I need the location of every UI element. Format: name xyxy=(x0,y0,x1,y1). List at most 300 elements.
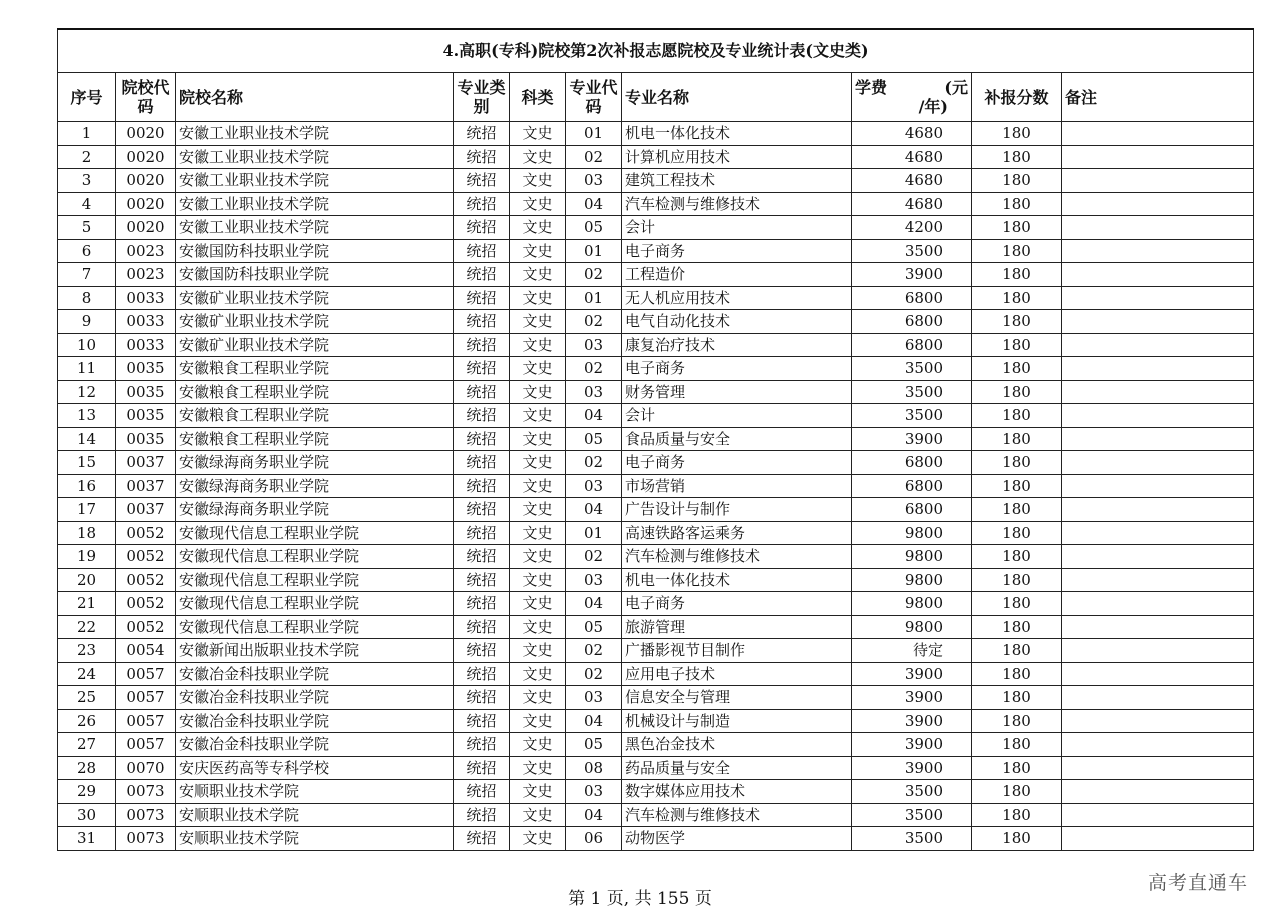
table-row xyxy=(58,263,1254,287)
cell-major-code: 01 xyxy=(566,521,622,545)
cell-note xyxy=(1062,545,1254,569)
cell-major-type: 统招 xyxy=(454,615,510,639)
cell-school-code: 0020 xyxy=(116,169,176,193)
cell-note xyxy=(1062,498,1254,522)
header-school-name: 院校名称 xyxy=(176,73,454,122)
cell-major-code: 03 xyxy=(566,333,622,357)
cell-major-name: 汽车检测与维修技术 xyxy=(622,545,852,569)
cell-major-type: 统招 xyxy=(454,286,510,310)
table-row xyxy=(58,545,1254,569)
cell-major-type: 统招 xyxy=(454,333,510,357)
cell-score: 180 xyxy=(972,404,1062,428)
cell-school-code: 0052 xyxy=(116,545,176,569)
cell-school-name: 安徽粮食工程职业学院 xyxy=(176,357,454,381)
header-fee xyxy=(852,73,972,122)
table-row xyxy=(58,145,1254,169)
cell-fee: 3500 xyxy=(852,803,972,827)
cell-school-code: 0037 xyxy=(116,451,176,475)
cell-seq: 22 xyxy=(58,615,116,639)
cell-seq: 29 xyxy=(58,780,116,804)
cell-score: 180 xyxy=(972,145,1062,169)
cell-subject: 文史 xyxy=(510,310,566,334)
cell-school-name: 安徽工业职业技术学院 xyxy=(176,216,454,240)
cell-major-name: 广播影视节目制作 xyxy=(622,639,852,663)
cell-major-name: 工程造价 xyxy=(622,263,852,287)
cell-major-name: 建筑工程技术 xyxy=(622,169,852,193)
cell-major-type: 统招 xyxy=(454,380,510,404)
cell-school-name: 安徽矿业职业技术学院 xyxy=(176,333,454,357)
cell-school-name: 安徽工业职业技术学院 xyxy=(176,122,454,146)
cell-major-type: 统招 xyxy=(454,521,510,545)
cell-score: 180 xyxy=(972,592,1062,616)
cell-score: 180 xyxy=(972,474,1062,498)
cell-fee: 6800 xyxy=(852,451,972,475)
cell-score: 180 xyxy=(972,803,1062,827)
cell-major-code: 04 xyxy=(566,803,622,827)
cell-school-name: 安徽冶金科技职业学院 xyxy=(176,733,454,757)
cell-major-type: 统招 xyxy=(454,568,510,592)
cell-school-name: 安徽现代信息工程职业学院 xyxy=(176,615,454,639)
cell-school-code: 0073 xyxy=(116,803,176,827)
cell-major-code: 04 xyxy=(566,709,622,733)
cell-school-name: 安徽粮食工程职业学院 xyxy=(176,404,454,428)
table-row xyxy=(58,615,1254,639)
cell-major-name: 信息安全与管理 xyxy=(622,686,852,710)
cell-seq: 2 xyxy=(58,145,116,169)
cell-school-code: 0035 xyxy=(116,427,176,451)
cell-school-name: 安徽粮食工程职业学院 xyxy=(176,427,454,451)
cell-major-code: 02 xyxy=(566,451,622,475)
cell-score: 180 xyxy=(972,357,1062,381)
cell-seq: 8 xyxy=(58,286,116,310)
cell-fee: 9800 xyxy=(852,592,972,616)
cell-fee: 6800 xyxy=(852,498,972,522)
cell-seq: 9 xyxy=(58,310,116,334)
cell-major-name: 食品质量与安全 xyxy=(622,427,852,451)
cell-score: 180 xyxy=(972,216,1062,240)
cell-subject: 文史 xyxy=(510,122,566,146)
cell-subject: 文史 xyxy=(510,145,566,169)
cell-subject: 文史 xyxy=(510,756,566,780)
cell-seq: 18 xyxy=(58,521,116,545)
cell-school-code: 0057 xyxy=(116,733,176,757)
cell-major-name: 财务管理 xyxy=(622,380,852,404)
cell-seq: 28 xyxy=(58,756,116,780)
cell-school-name: 安徽绿海商务职业学院 xyxy=(176,451,454,475)
cell-school-code: 0073 xyxy=(116,827,176,851)
cell-major-type: 统招 xyxy=(454,592,510,616)
cell-note xyxy=(1062,404,1254,428)
cell-major-type: 统招 xyxy=(454,263,510,287)
cell-note xyxy=(1062,639,1254,663)
cell-seq: 25 xyxy=(58,686,116,710)
cell-major-name: 应用电子技术 xyxy=(622,662,852,686)
table-row xyxy=(58,521,1254,545)
table-row xyxy=(58,451,1254,475)
table-row xyxy=(58,474,1254,498)
cell-fee: 4200 xyxy=(852,216,972,240)
cell-major-name: 会计 xyxy=(622,216,852,240)
cell-major-name: 汽车检测与维修技术 xyxy=(622,192,852,216)
cell-note xyxy=(1062,380,1254,404)
cell-major-name: 无人机应用技术 xyxy=(622,286,852,310)
cell-score: 180 xyxy=(972,333,1062,357)
cell-major-name: 市场营销 xyxy=(622,474,852,498)
cell-major-type: 统招 xyxy=(454,310,510,334)
cell-major-type: 统招 xyxy=(454,404,510,428)
cell-major-name: 电子商务 xyxy=(622,592,852,616)
cell-fee: 3900 xyxy=(852,662,972,686)
cell-school-code: 0057 xyxy=(116,686,176,710)
cell-note xyxy=(1062,239,1254,263)
cell-subject: 文史 xyxy=(510,357,566,381)
cell-major-type: 统招 xyxy=(454,498,510,522)
cell-fee: 3900 xyxy=(852,709,972,733)
cell-school-code: 0052 xyxy=(116,615,176,639)
cell-seq: 31 xyxy=(58,827,116,851)
cell-major-name: 黑色冶金技术 xyxy=(622,733,852,757)
cell-score: 180 xyxy=(972,239,1062,263)
cell-note xyxy=(1062,192,1254,216)
cell-major-name: 高速铁路客运乘务 xyxy=(622,521,852,545)
cell-school-code: 0033 xyxy=(116,333,176,357)
cell-note xyxy=(1062,756,1254,780)
cell-subject: 文史 xyxy=(510,333,566,357)
cell-major-code: 06 xyxy=(566,827,622,851)
cell-score: 180 xyxy=(972,827,1062,851)
cell-note xyxy=(1062,592,1254,616)
cell-subject: 文史 xyxy=(510,498,566,522)
cell-fee: 4680 xyxy=(852,122,972,146)
cell-school-code: 0052 xyxy=(116,568,176,592)
table-row xyxy=(58,733,1254,757)
cell-subject: 文史 xyxy=(510,827,566,851)
table-row xyxy=(58,756,1254,780)
cell-school-code: 0070 xyxy=(116,756,176,780)
cell-major-type: 统招 xyxy=(454,733,510,757)
cell-fee: 待定 xyxy=(852,639,972,663)
cell-subject: 文史 xyxy=(510,803,566,827)
cell-school-code: 0020 xyxy=(116,192,176,216)
cell-major-type: 统招 xyxy=(454,803,510,827)
cell-school-code: 0035 xyxy=(116,357,176,381)
cell-seq: 6 xyxy=(58,239,116,263)
cell-fee: 9800 xyxy=(852,568,972,592)
cell-seq: 1 xyxy=(58,122,116,146)
cell-score: 180 xyxy=(972,639,1062,663)
cell-major-name: 电子商务 xyxy=(622,451,852,475)
header-seq: 序号 xyxy=(58,73,116,122)
cell-note xyxy=(1062,263,1254,287)
cell-score: 180 xyxy=(972,310,1062,334)
cell-major-type: 统招 xyxy=(454,686,510,710)
cell-major-code: 02 xyxy=(566,662,622,686)
cell-major-code: 04 xyxy=(566,498,622,522)
cell-major-name: 动物医学 xyxy=(622,827,852,851)
cell-school-name: 安徽现代信息工程职业学院 xyxy=(176,568,454,592)
cell-subject: 文史 xyxy=(510,263,566,287)
cell-major-code: 02 xyxy=(566,545,622,569)
cell-major-name: 计算机应用技术 xyxy=(622,145,852,169)
cell-note xyxy=(1062,733,1254,757)
cell-major-code: 01 xyxy=(566,122,622,146)
table-row xyxy=(58,803,1254,827)
header-fee-unit: /年) xyxy=(918,97,948,116)
cell-fee: 3900 xyxy=(852,686,972,710)
cell-note xyxy=(1062,451,1254,475)
cell-fee: 4680 xyxy=(852,169,972,193)
cell-school-code: 0020 xyxy=(116,145,176,169)
cell-fee: 4680 xyxy=(852,145,972,169)
cell-seq: 21 xyxy=(58,592,116,616)
cell-subject: 文史 xyxy=(510,286,566,310)
cell-score: 180 xyxy=(972,709,1062,733)
page-footer: 第 1 页, 共 155 页 xyxy=(568,889,712,909)
cell-note xyxy=(1062,122,1254,146)
cell-school-code: 0020 xyxy=(116,122,176,146)
header-note: 备注 xyxy=(1062,73,1254,122)
table-row xyxy=(58,357,1254,381)
table-title: 4.高职(专科)院校第2次补报志愿院校及专业统计表(文史类) xyxy=(58,29,1254,73)
cell-school-code: 0023 xyxy=(116,263,176,287)
cell-note xyxy=(1062,310,1254,334)
table-row xyxy=(58,333,1254,357)
cell-major-code: 05 xyxy=(566,427,622,451)
cell-note xyxy=(1062,216,1254,240)
cell-note xyxy=(1062,357,1254,381)
cell-fee: 3500 xyxy=(852,404,972,428)
cell-score: 180 xyxy=(972,169,1062,193)
cell-fee: 3500 xyxy=(852,827,972,851)
cell-note xyxy=(1062,521,1254,545)
cell-note xyxy=(1062,427,1254,451)
cell-subject: 文史 xyxy=(510,521,566,545)
cell-note xyxy=(1062,169,1254,193)
cell-subject: 文史 xyxy=(510,404,566,428)
cell-school-name: 安徽现代信息工程职业学院 xyxy=(176,545,454,569)
table-row xyxy=(58,216,1254,240)
cell-seq: 3 xyxy=(58,169,116,193)
table-row xyxy=(58,780,1254,804)
cell-school-code: 0052 xyxy=(116,592,176,616)
cell-seq: 26 xyxy=(58,709,116,733)
header-major-name: 专业名称 xyxy=(622,73,852,122)
cell-school-name: 安顺职业技术学院 xyxy=(176,803,454,827)
cell-seq: 12 xyxy=(58,380,116,404)
cell-school-code: 0023 xyxy=(116,239,176,263)
cell-school-code: 0035 xyxy=(116,404,176,428)
cell-seq: 27 xyxy=(58,733,116,757)
cell-school-code: 0057 xyxy=(116,662,176,686)
cell-score: 180 xyxy=(972,662,1062,686)
cell-school-name: 安徽矿业职业技术学院 xyxy=(176,310,454,334)
cell-seq: 19 xyxy=(58,545,116,569)
cell-school-name: 安徽工业职业技术学院 xyxy=(176,192,454,216)
cell-school-code: 0073 xyxy=(116,780,176,804)
table-row xyxy=(58,827,1254,851)
cell-subject: 文史 xyxy=(510,451,566,475)
header-subject: 科类 xyxy=(510,73,566,122)
table-row xyxy=(58,686,1254,710)
cell-major-type: 统招 xyxy=(454,145,510,169)
cell-note xyxy=(1062,145,1254,169)
cell-school-name: 安庆医药高等专科学校 xyxy=(176,756,454,780)
table-row xyxy=(58,169,1254,193)
table-row xyxy=(58,662,1254,686)
cell-major-code: 03 xyxy=(566,380,622,404)
cell-school-code: 0054 xyxy=(116,639,176,663)
header-fee-label: 学费 xyxy=(855,78,888,97)
table-row xyxy=(58,310,1254,334)
cell-seq: 11 xyxy=(58,357,116,381)
cell-score: 180 xyxy=(972,756,1062,780)
cell-school-code: 0037 xyxy=(116,498,176,522)
cell-note xyxy=(1062,686,1254,710)
cell-note xyxy=(1062,827,1254,851)
table-row xyxy=(58,404,1254,428)
cell-seq: 24 xyxy=(58,662,116,686)
cell-subject: 文史 xyxy=(510,639,566,663)
cell-seq: 5 xyxy=(58,216,116,240)
cell-seq: 7 xyxy=(58,263,116,287)
cell-major-type: 统招 xyxy=(454,709,510,733)
cell-subject: 文史 xyxy=(510,239,566,263)
cell-major-code: 05 xyxy=(566,733,622,757)
cell-school-code: 0020 xyxy=(116,216,176,240)
cell-school-code: 0057 xyxy=(116,709,176,733)
cell-major-name: 机电一体化技术 xyxy=(622,122,852,146)
cell-major-name: 数字媒体应用技术 xyxy=(622,780,852,804)
cell-subject: 文史 xyxy=(510,733,566,757)
cell-seq: 10 xyxy=(58,333,116,357)
cell-school-name: 安顺职业技术学院 xyxy=(176,827,454,851)
cell-score: 180 xyxy=(972,427,1062,451)
cell-major-name: 机电一体化技术 xyxy=(622,568,852,592)
table-row xyxy=(58,709,1254,733)
cell-seq: 16 xyxy=(58,474,116,498)
cell-note xyxy=(1062,709,1254,733)
cell-seq: 4 xyxy=(58,192,116,216)
table-row xyxy=(58,568,1254,592)
cell-seq: 15 xyxy=(58,451,116,475)
cell-major-name: 电子商务 xyxy=(622,357,852,381)
cell-subject: 文史 xyxy=(510,709,566,733)
cell-school-name: 安徽新闻出版职业技术学院 xyxy=(176,639,454,663)
cell-major-code: 01 xyxy=(566,286,622,310)
cell-note xyxy=(1062,780,1254,804)
cell-major-type: 统招 xyxy=(454,427,510,451)
cell-major-name: 旅游管理 xyxy=(622,615,852,639)
cell-school-name: 安徽冶金科技职业学院 xyxy=(176,662,454,686)
cell-school-name: 安徽现代信息工程职业学院 xyxy=(176,521,454,545)
cell-major-code: 03 xyxy=(566,169,622,193)
cell-major-type: 统招 xyxy=(454,827,510,851)
cell-school-name: 安徽国防科技职业学院 xyxy=(176,239,454,263)
cell-school-name: 安徽现代信息工程职业学院 xyxy=(176,592,454,616)
cell-major-name: 汽车检测与维修技术 xyxy=(622,803,852,827)
cell-major-name: 广告设计与制作 xyxy=(622,498,852,522)
cell-subject: 文史 xyxy=(510,780,566,804)
cell-fee: 3900 xyxy=(852,756,972,780)
cell-major-type: 统招 xyxy=(454,662,510,686)
cell-school-name: 安徽冶金科技职业学院 xyxy=(176,686,454,710)
header-fee-unit-open: (元 xyxy=(944,78,968,97)
cell-school-name: 安徽工业职业技术学院 xyxy=(176,145,454,169)
cell-major-type: 统招 xyxy=(454,780,510,804)
cell-major-type: 统招 xyxy=(454,357,510,381)
cell-subject: 文史 xyxy=(510,592,566,616)
cell-note xyxy=(1062,615,1254,639)
cell-fee: 3500 xyxy=(852,380,972,404)
enrollment-table xyxy=(57,28,1254,851)
cell-score: 180 xyxy=(972,263,1062,287)
table-body xyxy=(58,122,1254,851)
cell-score: 180 xyxy=(972,733,1062,757)
cell-school-name: 安徽冶金科技职业学院 xyxy=(176,709,454,733)
cell-subject: 文史 xyxy=(510,427,566,451)
cell-note xyxy=(1062,333,1254,357)
cell-major-code: 01 xyxy=(566,239,622,263)
cell-major-code: 04 xyxy=(566,404,622,428)
cell-major-code: 04 xyxy=(566,192,622,216)
cell-score: 180 xyxy=(972,545,1062,569)
cell-school-code: 0033 xyxy=(116,310,176,334)
cell-school-code: 0037 xyxy=(116,474,176,498)
cell-subject: 文史 xyxy=(510,380,566,404)
cell-score: 180 xyxy=(972,498,1062,522)
cell-major-code: 02 xyxy=(566,310,622,334)
cell-fee: 3900 xyxy=(852,427,972,451)
cell-subject: 文史 xyxy=(510,474,566,498)
cell-school-code: 0033 xyxy=(116,286,176,310)
cell-school-name: 安徽粮食工程职业学院 xyxy=(176,380,454,404)
table-row xyxy=(58,380,1254,404)
cell-note xyxy=(1062,803,1254,827)
cell-note xyxy=(1062,286,1254,310)
cell-major-code: 08 xyxy=(566,756,622,780)
cell-major-type: 统招 xyxy=(454,545,510,569)
cell-fee: 6800 xyxy=(852,333,972,357)
header-score: 补报分数 xyxy=(972,73,1062,122)
cell-fee: 3900 xyxy=(852,733,972,757)
cell-school-name: 安徽绿海商务职业学院 xyxy=(176,498,454,522)
table-row xyxy=(58,639,1254,663)
cell-school-code: 0035 xyxy=(116,380,176,404)
table-row xyxy=(58,498,1254,522)
watermark: 高考直通车 xyxy=(1147,872,1248,894)
cell-major-name: 电子商务 xyxy=(622,239,852,263)
cell-major-code: 03 xyxy=(566,568,622,592)
cell-seq: 14 xyxy=(58,427,116,451)
cell-subject: 文史 xyxy=(510,662,566,686)
table-row xyxy=(58,239,1254,263)
cell-fee: 3500 xyxy=(852,780,972,804)
cell-seq: 20 xyxy=(58,568,116,592)
table-row xyxy=(58,122,1254,146)
statistics-sheet xyxy=(57,28,1253,851)
cell-major-type: 统招 xyxy=(454,756,510,780)
cell-major-type: 统招 xyxy=(454,451,510,475)
cell-major-name: 电气自动化技术 xyxy=(622,310,852,334)
cell-note xyxy=(1062,662,1254,686)
cell-fee: 6800 xyxy=(852,310,972,334)
cell-major-type: 统招 xyxy=(454,639,510,663)
cell-major-type: 统招 xyxy=(454,474,510,498)
cell-major-code: 03 xyxy=(566,474,622,498)
cell-major-type: 统招 xyxy=(454,216,510,240)
cell-major-name: 会计 xyxy=(622,404,852,428)
cell-note xyxy=(1062,568,1254,592)
